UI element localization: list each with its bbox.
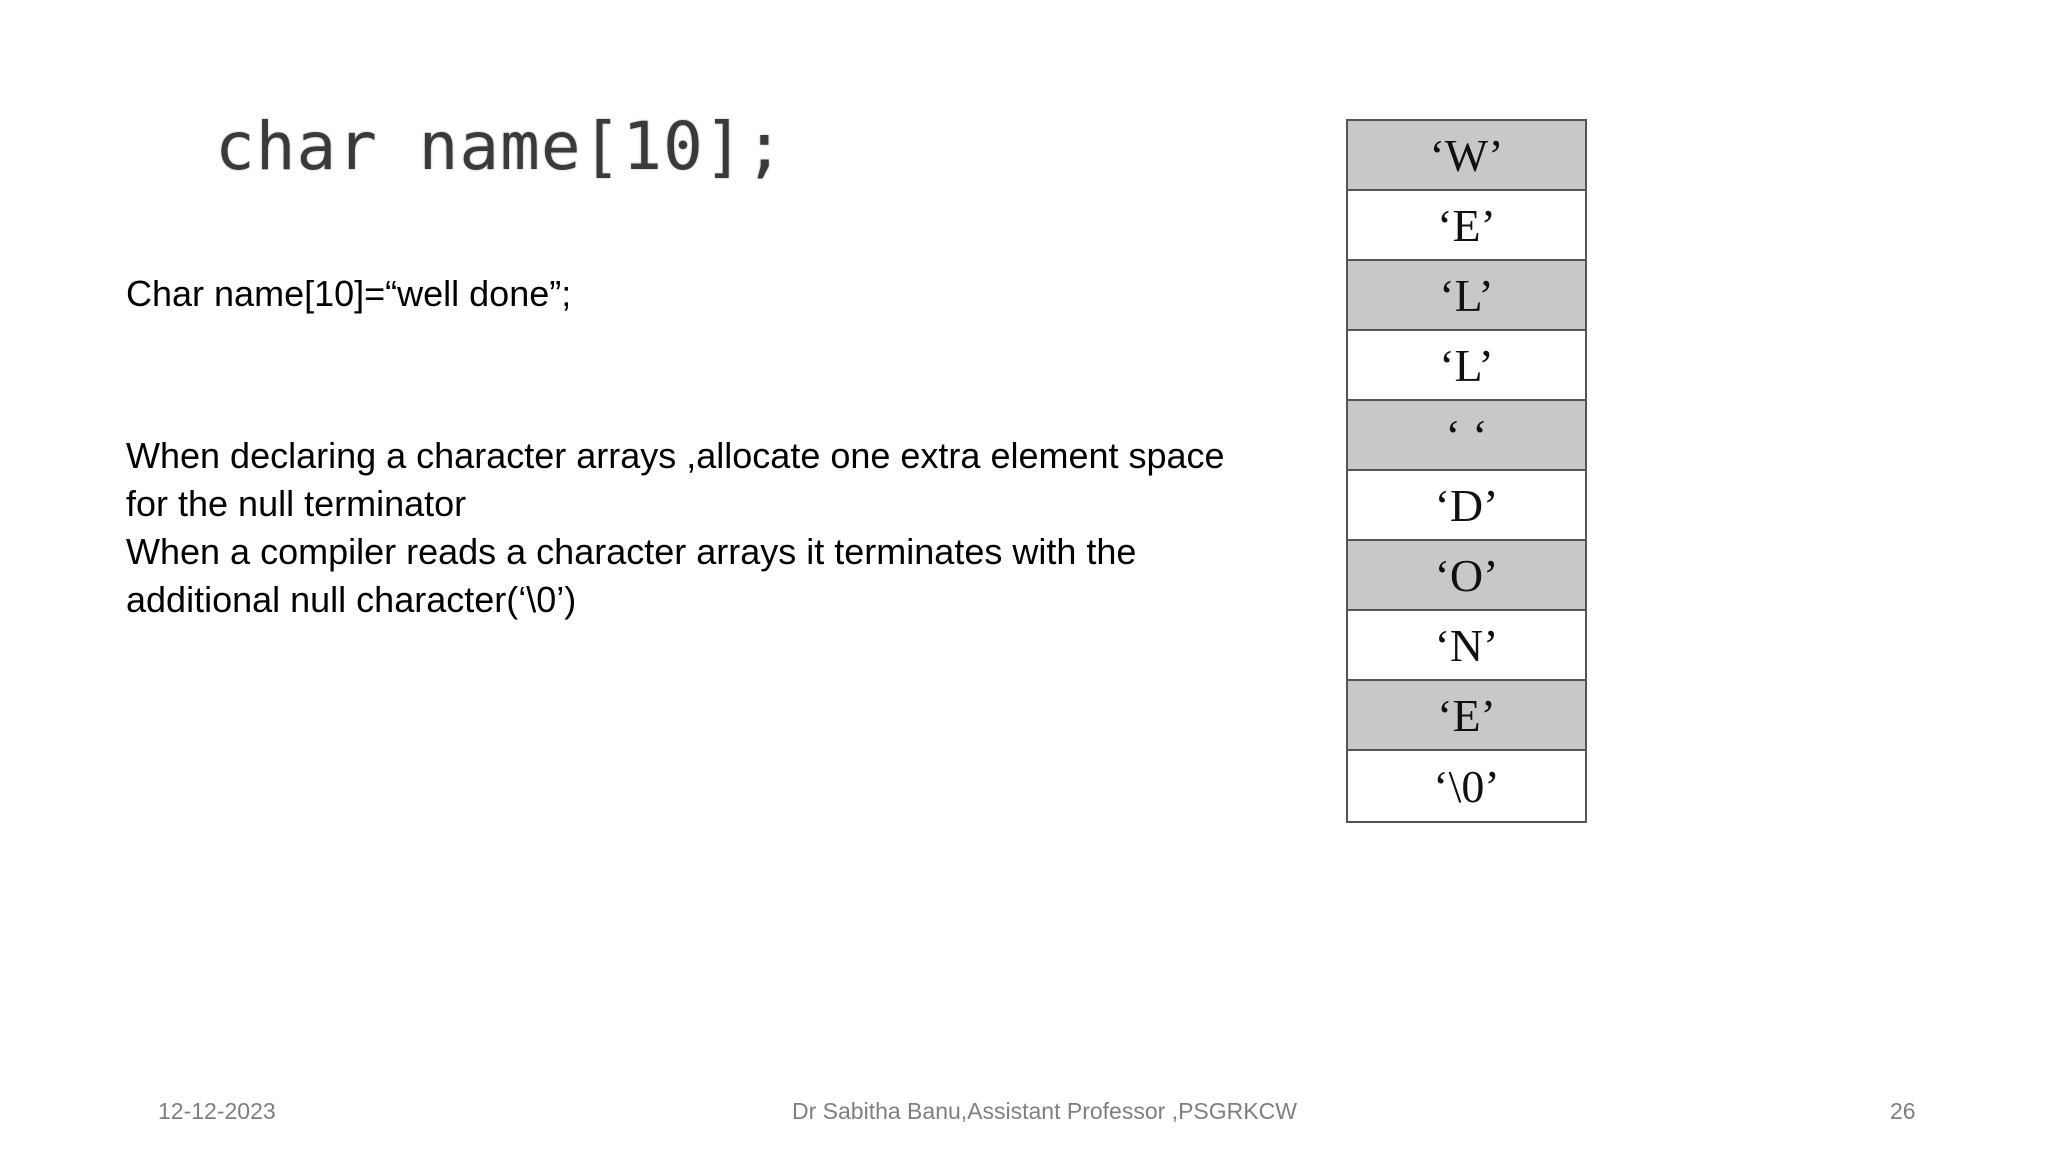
paragraph-line: additional null character(‘\0’) (126, 579, 577, 620)
array-cell: ‘L’ (1348, 331, 1585, 401)
paragraph-line: for the null terminator (126, 483, 467, 524)
paragraph-line: When a compiler reads a character arrays it terminates with the (126, 531, 1137, 572)
array-cell: ‘W’ (1348, 121, 1585, 191)
array-cell: ‘N’ (1348, 611, 1585, 681)
slide-number: 26 (1890, 1098, 1916, 1124)
array-cell: ‘E’ (1348, 191, 1585, 261)
footer-date: 12-12-2023 (158, 1098, 276, 1124)
code-declaration-image: char name[10]; (215, 108, 786, 185)
footer-author: Dr Sabitha Banu,Assistant Professor ,PSGRKCW (792, 1098, 1297, 1124)
array-cell: ‘O’ (1348, 541, 1585, 611)
character-array-diagram (1346, 119, 1587, 823)
array-cell: ‘ ‘ (1348, 401, 1585, 471)
string-initialization-text: Char name[10]=“well done”; (126, 273, 572, 314)
array-cell: ‘L’ (1348, 261, 1585, 331)
paragraph-line: When declaring a character arrays ,allocate one extra element space (126, 435, 1225, 476)
array-cell: ‘D’ (1348, 471, 1585, 541)
explanation-paragraph (126, 432, 1276, 624)
array-cell: ‘\0’ (1348, 751, 1585, 821)
array-cell: ‘E’ (1348, 681, 1585, 751)
